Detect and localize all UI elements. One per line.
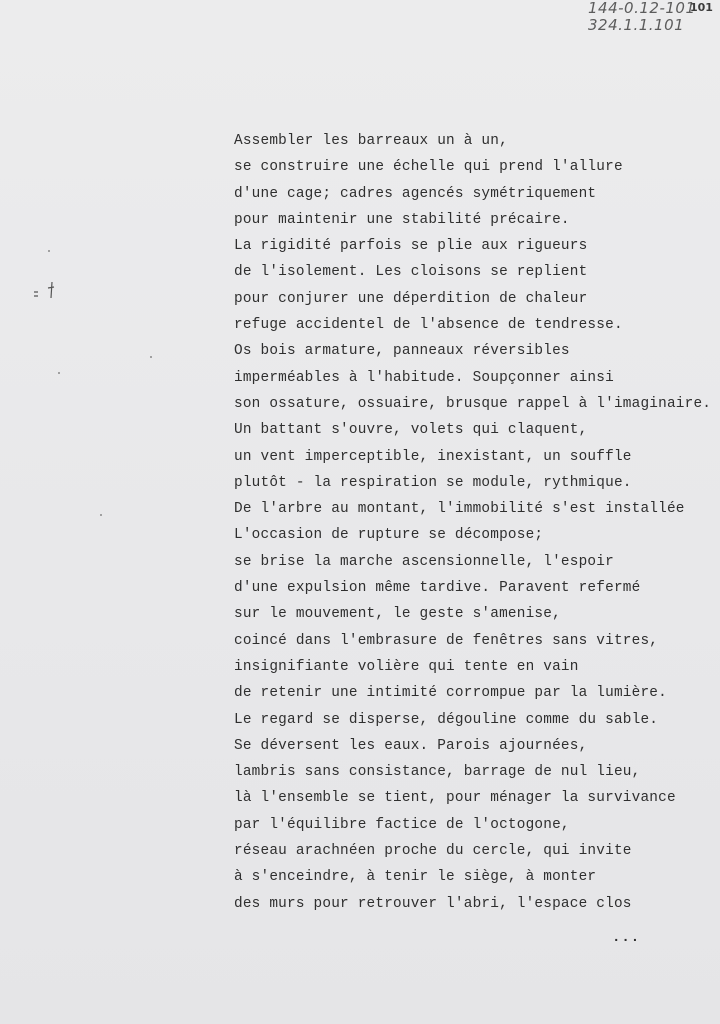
poem-line: sur le mouvement, le geste s'amenise,	[234, 606, 561, 623]
poem-line: imperméables à l'habitude. Soupçonner ainsi	[234, 369, 614, 386]
poem-line: là l'ensemble se tient, pour ménager la survivance	[234, 790, 676, 807]
archive-reference-line-2: 324.1.1.101	[588, 16, 685, 34]
paper-speck	[100, 514, 102, 516]
poem-line: de retenir une intimité corrompue par la lumière.	[234, 685, 667, 702]
poem-line: insignifiante volière qui tente en vain	[234, 658, 579, 675]
poem-line: réseau arachnéen proche du cercle, qui invite	[234, 843, 632, 860]
poem-body	[234, 128, 712, 917]
poem-line: se brise la marche ascensionnelle, l'espoir	[234, 553, 614, 570]
poem-line: Assembler les barreaux un à un,	[234, 133, 508, 149]
poem-line: L'occasion de rupture se décompose;	[234, 527, 544, 544]
poem-line: pour conjurer une déperdition de chaleur	[234, 290, 588, 307]
continuation-ellipsis: ...	[612, 930, 641, 946]
poem-line: pour maintenir une stabilité précaire.	[234, 211, 570, 228]
paper-speck	[150, 356, 152, 358]
paper-speck	[58, 372, 60, 374]
poem-line: par l'équilibre factice de l'octogone,	[234, 816, 570, 833]
poem-line: se construire une échelle qui prend l'allure	[234, 159, 623, 176]
archive-reference-line-1: 144-0.12-101	[588, 0, 696, 17]
poem-line: à s'enceindre, à tenir le siège, à monter	[234, 869, 597, 886]
poem-line: de l'isolement. Les cloisons se replient	[234, 264, 588, 281]
paper-speck	[48, 250, 50, 252]
poem-line: son ossature, ossuaire, brusque rappel à l'imaginaire.	[234, 395, 712, 412]
poem-line: Os bois armature, panneaux réversibles	[234, 343, 570, 360]
poem-line: Un battant s'ouvre, volets qui claquent,	[234, 422, 588, 439]
poem-line: De l'arbre au montant, l'immobilité s'est installée	[234, 501, 685, 518]
margin-mark-icon	[30, 278, 60, 304]
poem-line: d'une cage; cadres agencés symétriquement	[234, 185, 597, 202]
page-number: 101	[690, 1, 713, 14]
poem-line: des murs pour retrouver l'abri, l'espace clos	[234, 895, 632, 912]
poem-line: Le regard se disperse, dégouline comme du sable.	[234, 711, 659, 728]
poem-line: lambris sans consistance, barrage de nul lieu,	[234, 764, 641, 781]
poem-line: Se déversent les eaux. Parois ajournées,	[234, 737, 588, 754]
poem-line: coincé dans l'embrasure de fenêtres sans vitres,	[234, 632, 659, 649]
poem-line: La rigidité parfois se plie aux rigueurs	[234, 238, 588, 255]
archive-reference	[588, 0, 696, 34]
poem-line: plutôt - la respiration se module, rythmique.	[234, 474, 632, 491]
poem-line: un vent imperceptible, inexistant, un souffle	[234, 448, 632, 465]
poem-line: refuge accidentel de l'absence de tendresse.	[234, 317, 623, 334]
poem-line: d'une expulsion même tardive. Paravent refermé	[234, 580, 641, 597]
